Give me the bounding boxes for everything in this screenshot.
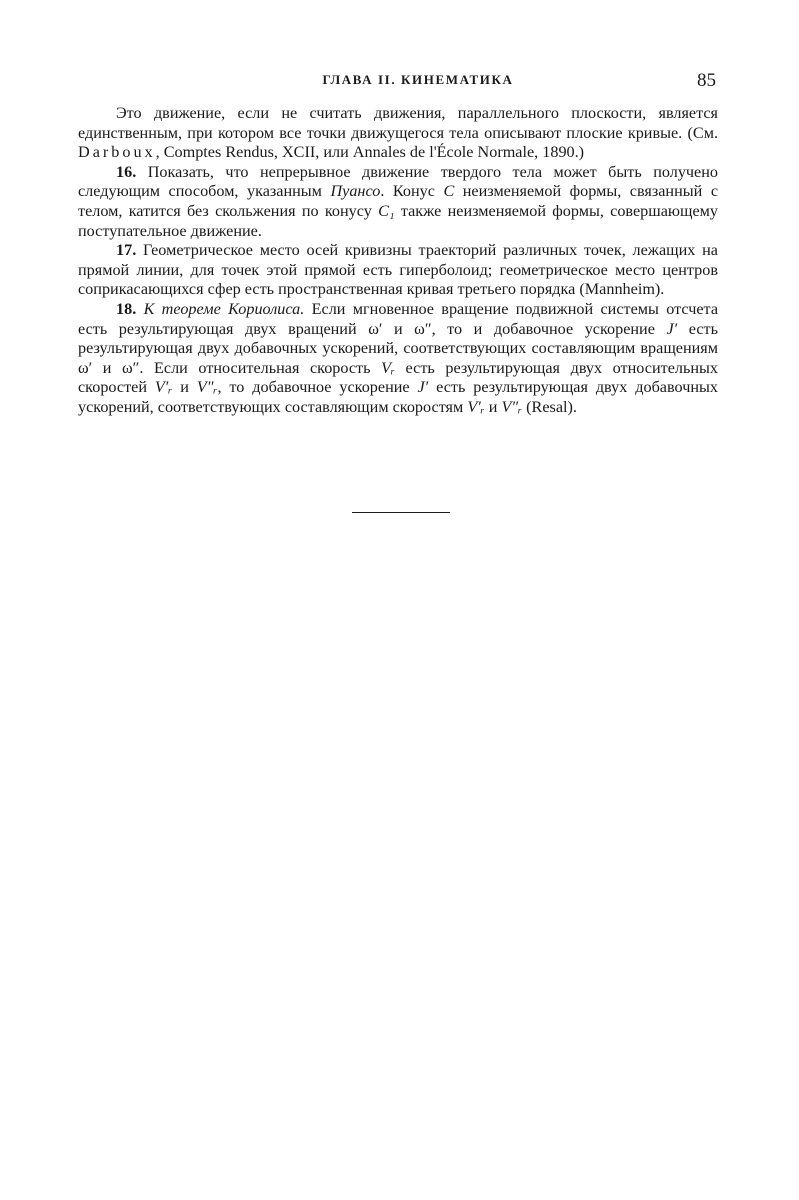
text-run: Если мгновенное вращение подвижной системы отсчета есть результирующая двух вращений ω′ и ω″, то и добавочное ускорение bbox=[78, 299, 719, 338]
text-run bbox=[136, 300, 143, 318]
italic-term: V″ᵣ bbox=[196, 378, 218, 397]
problem-18 bbox=[78, 300, 718, 418]
text-run: (Resal). bbox=[522, 397, 577, 416]
italic-term: V′ᵣ bbox=[467, 397, 485, 416]
italic-term: J′ bbox=[666, 319, 678, 338]
problem-16 bbox=[78, 163, 718, 241]
italic-term: К теореме Кориолиса. bbox=[143, 299, 305, 318]
section-end-rule bbox=[352, 512, 450, 513]
text-run: и bbox=[172, 378, 197, 397]
problem-number: 16. bbox=[116, 162, 137, 181]
italic-term: V′ᵣ bbox=[154, 378, 173, 397]
italic-term: V″ᵣ bbox=[501, 397, 523, 416]
text-run: Показать, что непрерывное движение твердого тела может быть получено следующим способом, указанным bbox=[78, 162, 718, 201]
text-run: есть результирующая двух добавочных ускорений, соответствующих составляющим скоростям bbox=[78, 378, 718, 416]
italic-term: J′ bbox=[417, 378, 429, 397]
page-number: 85 bbox=[697, 70, 716, 91]
problem-17 bbox=[78, 241, 718, 300]
body-text bbox=[78, 104, 718, 418]
text-run: , то добавочное ускорение bbox=[217, 378, 418, 397]
problem-number: 18. bbox=[116, 299, 137, 318]
italic-term: Vᵣ bbox=[381, 358, 395, 377]
italic-term: Пуансо bbox=[330, 182, 381, 201]
text-run: есть результирующая двух добавочных ускорений, соответствующих составляющим вращениям ω′ и ω″. Если относительная скорость bbox=[78, 319, 718, 377]
paragraph-continuation bbox=[78, 104, 718, 163]
text-run: также неизменяемой формы, совершающему поступательное движение. bbox=[78, 201, 718, 240]
text-run: неизменяемой формы, связанный с телом, катится без скольжения по конусу bbox=[78, 182, 719, 220]
problem-number: 17. bbox=[116, 241, 137, 260]
text-run: и bbox=[484, 397, 502, 416]
text-run: , Comptes Rendus, XCII, или Annales de l'École Normale, 1890.) bbox=[155, 143, 585, 162]
text-run: Это движение, если не считать движения, параллельного плоскости, является единственным, при котором все точки движущегося тела описывают плоские кривые. (См. bbox=[78, 104, 718, 142]
italic-term: C₁ bbox=[378, 201, 395, 220]
page-header bbox=[118, 70, 718, 92]
spaced-name: Darboux bbox=[78, 143, 156, 162]
text-run: . Конус bbox=[380, 182, 444, 201]
running-head: ГЛАВА II. КИНЕМАТИКА bbox=[322, 72, 514, 87]
text-run: есть результирующая двух относительных скоростей bbox=[78, 358, 718, 397]
text-run: Геометрическое место осей кривизны траекторий различных точек, лежащих на прямой линии, для точек этой прямой есть гиперболоид; геометрическое место центров соприкасающихся сфер есть пространственная кривая третьего порядка (Mannheim). bbox=[78, 241, 718, 299]
italic-term: C bbox=[443, 182, 455, 201]
